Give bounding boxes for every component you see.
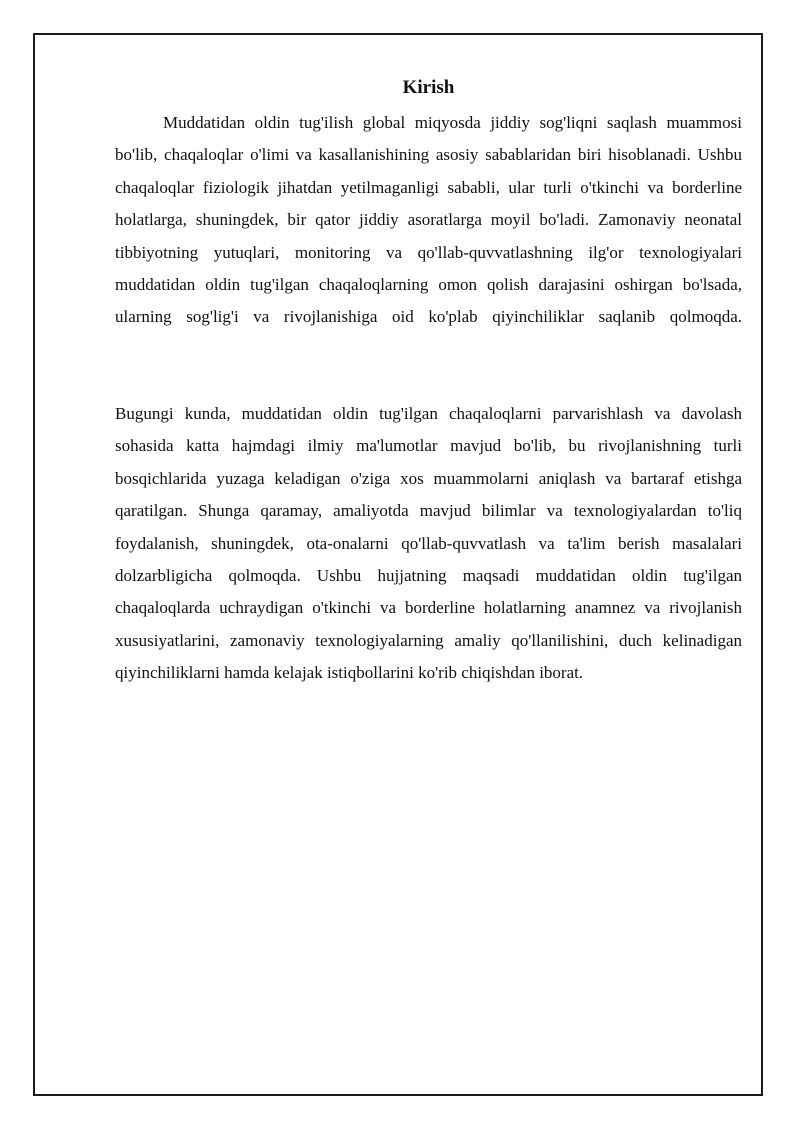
intro-paragraph-1: Muddatidan oldin tug'ilish global miqyosda jiddiy sog'liqni saqlash muammosi bo'lib, chaqaloqlar o'limi va kasallanishining asosiy sabablaridan biri hisoblanadi. Ushbu chaqaloqlar fiziologik jihatdan yetilmaganligi sababli, ular turli o'tkinchi va borderline holatlarga, shuningdek, bir qator jiddiy asoratlarga moyil bo'ladi. Zamonaviy neonatal tibbiyotning yutuqlari, monitoring va qo'llab-quvvatlashning ilg'or texnologiyalari muddatidan oldin tug'ilgan chaqaloqlarning omon qolish darajasini oshirgan bo'lsada, ularning sog'lig'i va rivojlanishiga oid ko'plab qiyinchiliklar saqlanib qolmoqda.	[115, 113, 742, 327]
document-title: Kirish	[402, 77, 455, 98]
intro-paragraph-2: Bugungi kunda, muddatidan oldin tug'ilgan chaqaloqlarni parvarishlash va davolash sohasida katta hajmdagi ilmiy ma'lumotlar mavjud bo'lib, bu rivojlanishning turli bosqichlarida yuzaga keladigan o'ziga xos muammolarni aniqlash va bartaraf etishga qaratilgan. Shunga qaramay, amaliyotda mavjud bilimlar va texnologiyalardan to'liq foydalanish, shuningdek, ota-onalarni qo'llab-quvvatlash va ta'lim berish masalalari dolzarbligicha qolmoqda. Ushbu hujjatning maqsadi muddatidan oldin tug'ilgan chaqaloqlarda uchraydigan o'tkinchi va borderline holatlarning anamnez va rivojlanish xususiyatlarini, zamonaviy texnologiyalarning amaliy qo'llanilishini, duch kelinadigan qiyinchiliklarni hamda kelajak istiqbollarini ko'rib chiqishdan iborat.	[115, 404, 742, 683]
